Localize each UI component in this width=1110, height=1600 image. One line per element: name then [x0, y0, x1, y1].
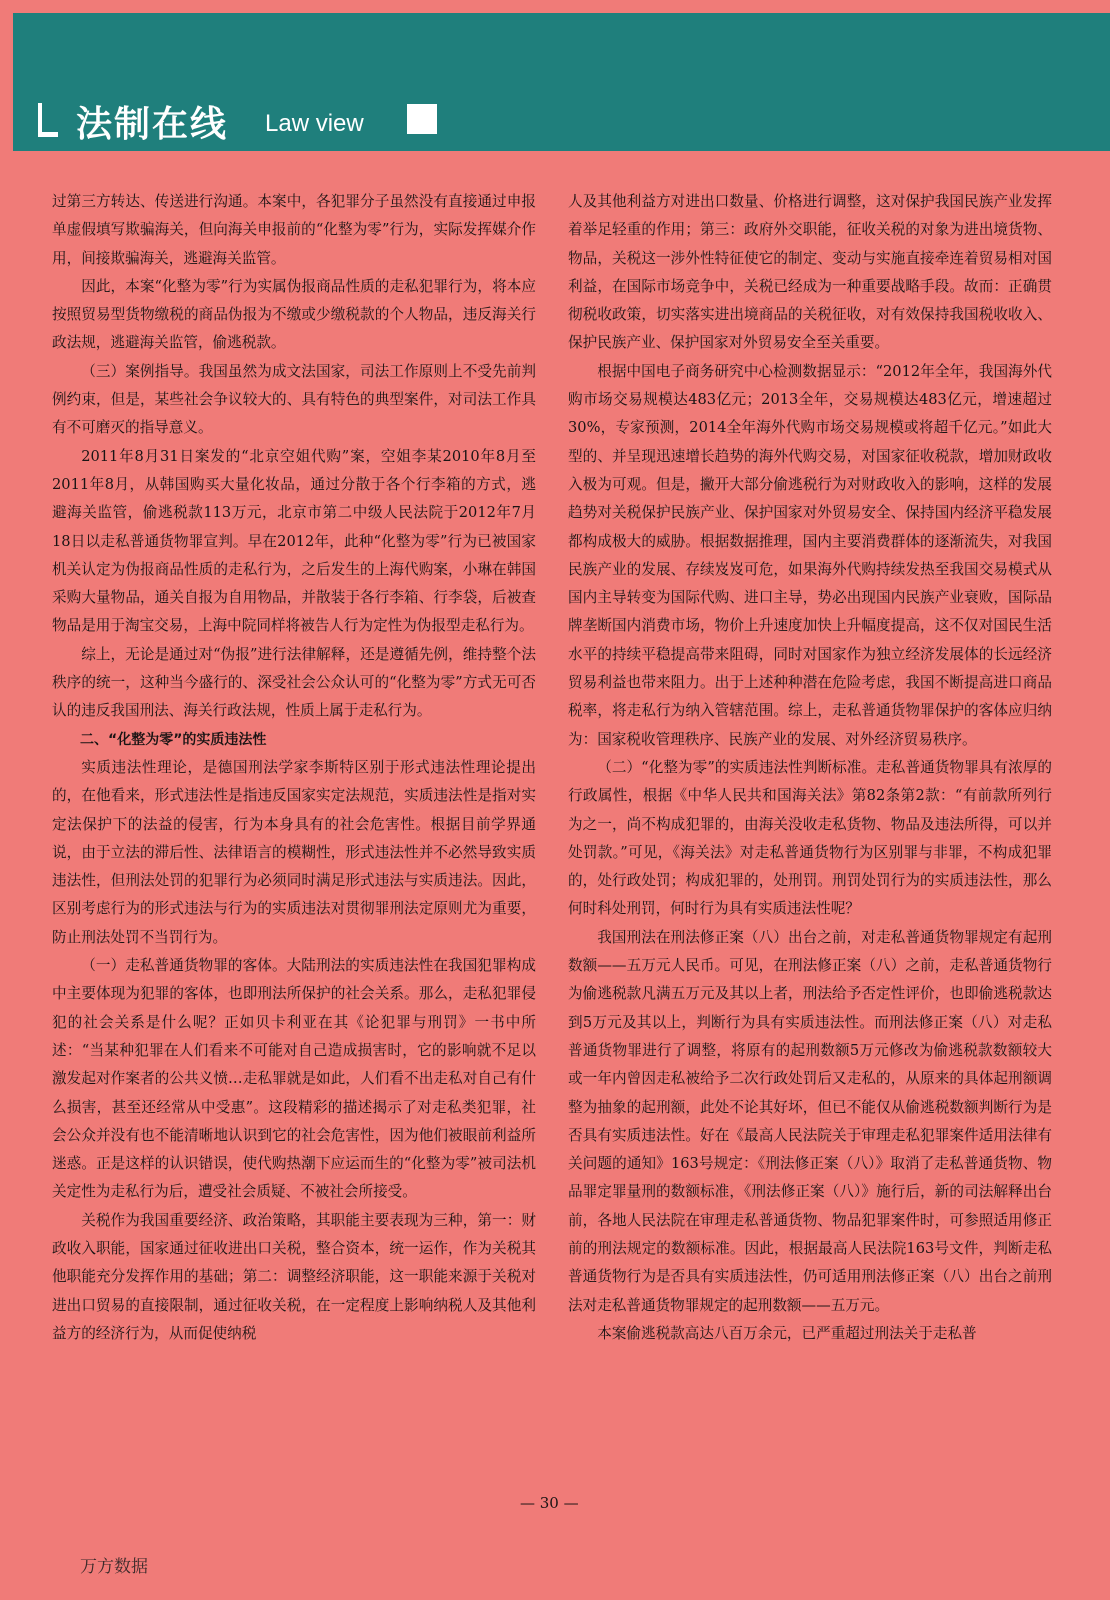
paragraph: 我国刑法在刑法修正案（八）出台之前，对走私普通货物罪规定有起刑数额——五万元人民币。可见，在刑法修正案（八）之前，走私普通货物行为偷逃税款凡满五万元及其以上者，刑法给予否定性评价，也即偷逃税款达到5万元及其以上，判断行为具有实质违法性。而刑法修正案（八）对走私普通货物罪进行了调整，将原有的起刑数额5万元修改为偷逃税款数额较大或一年内曾因走私被给予二次行政处罚后又走私的，从原来的具体起刑额调整为抽象的起刑额，此处不论其好坏，但已不能仅从偷逃税数额判断行为是否具有实质违法性。好在《最高人民法院关于审理走私犯罪案件适用法律有关问题的通知》163号规定：《刑法修正案（八）》取消了走私普通货物、物品罪定罪量刑的数额标准，《刑法修正案（八）》施行后，新的司法解释出台前，各地人民法院在审理走私普通货物、物品犯罪案件时，可参照适用修正前的刑法规定的数额标准。因此，根据最高人民法院163号文件，判断走私普通货物行为是否具有实质违法性，仍可适用刑法修正案（八）出台之前刑法对走私普通货物罪规定的起刑数额——五万元。: [568, 928, 1052, 1314]
paragraph: 实质违法性理论，是德国刑法学家李斯特区别于形式违法性理论提出的，在他看来，形式违法性是指违反国家实定法规范，实质违法性是指对实定法保护下的法益的侵害，行为本身具有的社会危害性。根据目前学界通说，由于立法的滞后性、法律语言的模糊性，形式违法性并不必然导致实质违法性，但刑法处罚的犯罪行为必须同时满足形式违法与实质违法。因此，区别考虑行为的形式违法与行为的实质违法对贯彻罪刑法定原则尤为重要，防止刑法处罚不当罚行为。: [52, 758, 536, 946]
paragraph: 综上，无论是通过对“伪报”进行法律解释，还是遵循先例，维持整个法秩序的统一，这种当今盛行的、深受社会公众认可的“化整为零”方式无可否认的违反我国刑法、海关行政法规，性质上属于走私行为。: [52, 645, 536, 720]
section-subtitle: Law view: [265, 110, 364, 137]
header-bracket-foot: [38, 132, 58, 137]
paragraph: 人及其他利益方对进出口数量、价格进行调整，这对保护我国民族产业发挥着举足轻重的作用；第三：政府外交职能，征收关税的对象为进出境货物、物品，关税这一涉外性特征使它的制定、变动与实施直接牵连着贸易相对国利益，在国际市场竞争中，关税已经成为一种重要战略手段。故而：正确贯彻税收政策，切实落实进出境商品的关税征收，对有效保持我国税收收入、保护民族产业、保护国家对外贸易安全至关重要。: [568, 193, 1052, 352]
source-watermark: 万方数据: [80, 1557, 148, 1577]
section-title: 法制在线: [76, 104, 229, 145]
paragraph: 关税作为我国重要经济、政治策略，其职能主要表现为三种，第一：财政收入职能，国家通过征收进出口关税，整合资本，统一运作，作为关税其他职能充分发挥作用的基础；第二：调整经济职能，这一职能来源于关税对进出口贸易的直接限制，通过征收关税，在一定程度上影响纳税人及其他利益方的经济行为，从而促使纳税: [52, 1211, 536, 1342]
paragraph: 根据中国电子商务研究中心检测数据显示：“2012年全年，我国海外代购市场交易规模达483亿元；2013全年，交易规模达483亿元，增速超过30%，专家预测，2014全年海外代购市场交易规模或将超千亿元。”如此大型的、并呈现迅速增长趋势的海外代购交易，对国家征收税款，增加财政收入极为可观。但是，撇开大部分偷逃税行为对财政收入的影响，这样的发展趋势对关税保护民族产业、保护国家对外贸易安全、保持国内经济平稳发展都构成极大的威胁。根据数据推理，国内主要消费群体的逐渐流失，对我国民族产业的发展、存续岌岌可危，如果海外代购持续发热至我国交易模式从国内主导转变为国际代购、进口主导，势必出现国内民族产业衰败，国际品牌垄断国内消费市场，物价上升速度加快上升幅度提高，这不仅对国民生活水平的持续平稳提高带来阻碍，同时对国家作为独立经济发展体的长远经济贸易利益也带来阻力。出于上述种种潜在危险考虑，我国不断提高进口商品税率，将走私行为纳入管辖范围。综上，走私普通货物罪保护的客体应归纳为：国家税收管理秩序、民族产业的发展、对外经济贸易秩序。: [568, 362, 1052, 748]
right-column: [568, 188, 1052, 1348]
paragraph: （一）走私普通货物罪的客体。大陆刑法的实质违法性在我国犯罪构成中主要体现为犯罪的客体，也即刑法所保护的社会关系。那么，走私犯罪侵犯的社会关系是什么呢？正如贝卡利亚在其《论犯罪与刑罚》一书中所述：“当某种犯罪在人们看来不可能对自己造成损害时，它的影响就不足以激发起对作案者的公共义愤…走私罪就是如此，人们看不出走私对自己有什么损害，甚至还经常从中受惠”。这段精彩的描述揭示了对走私类犯罪，社会公众并没有也不能清晰地认识到它的社会危害性，因为他们被眼前利益所迷惑。正是这样的认识错误，使代购热潮下应运而生的“化整为零”被司法机关定性为走私行为后，遭受社会质疑、不被社会所接受。: [52, 957, 536, 1201]
paragraph: 本案偷逃税款高达八百万余元，已严重超过刑法关于走私普: [597, 1324, 977, 1342]
square-icon: [407, 104, 437, 134]
page-number: — 30 —: [520, 1494, 579, 1512]
paragraph: 2011年8月31日案发的“北京空姐代购”案，空姐李某2010年8月至2011年8月，从韩国购买大量化妆品，通过分散于各个行李箱的方式，逃避海关监管，偷逃税款113万元，北京市第二中级人民法院于2012年7月18日以走私普通货物罪宣判。早在2012年，此种“化整为零”行为已被国家机关认定为伪报商品性质的走私行为，之后发生的上海代购案，小琳在韩国采购大量物品，通关自报为自用物品，并散装于各行李箱、行李袋，后被查物品是用于淘宝交易，上海中院同样将被告人行为定性为伪报型走私行为。: [52, 447, 536, 635]
left-column: [52, 188, 536, 1348]
paragraph: 过第三方转达、传送进行沟通。本案中，各犯罪分子虽然没有直接通过申报单虚假填写欺骗海关，但向海关申报前的“化整为零”行为，实际发挥媒介作用，间接欺骗海关，逃避海关监管。: [52, 193, 536, 267]
paragraph: 因此，本案“化整为零”行为实属伪报商品性质的走私犯罪行为，将本应按照贸易型货物缴税的商品伪报为不缴或少缴税款的个人物品，违反海关行政法规，逃避海关监管，偷逃税款。: [52, 277, 536, 352]
paragraph: （三）案例指导。我国虽然为成文法国家，司法工作原则上不受先前判例约束，但是，某些社会争议较大的、具有特色的典型案件，对司法工作具有不可磨灭的指导意义。: [52, 362, 536, 437]
section-heading: 二、“化整为零”的实质违法性: [80, 731, 267, 748]
paragraph: （二）“化整为零”的实质违法性判断标准。走私普通货物罪具有浓厚的行政属性，根据《中华人民共和国海关法》第82条第2款：“有前款所列行为之一，尚不构成犯罪的，由海关没收走私货物、物品及违法所得，可以并处罚款。”可见，《海关法》对走私普通货物行为区别罪与非罪，不构成犯罪的，处行政处罚；构成犯罪的，处刑罚。刑罚处罚行为的实质违法性，那么何时科处刑罚，何时行为具有实质违法性呢？: [568, 758, 1052, 918]
